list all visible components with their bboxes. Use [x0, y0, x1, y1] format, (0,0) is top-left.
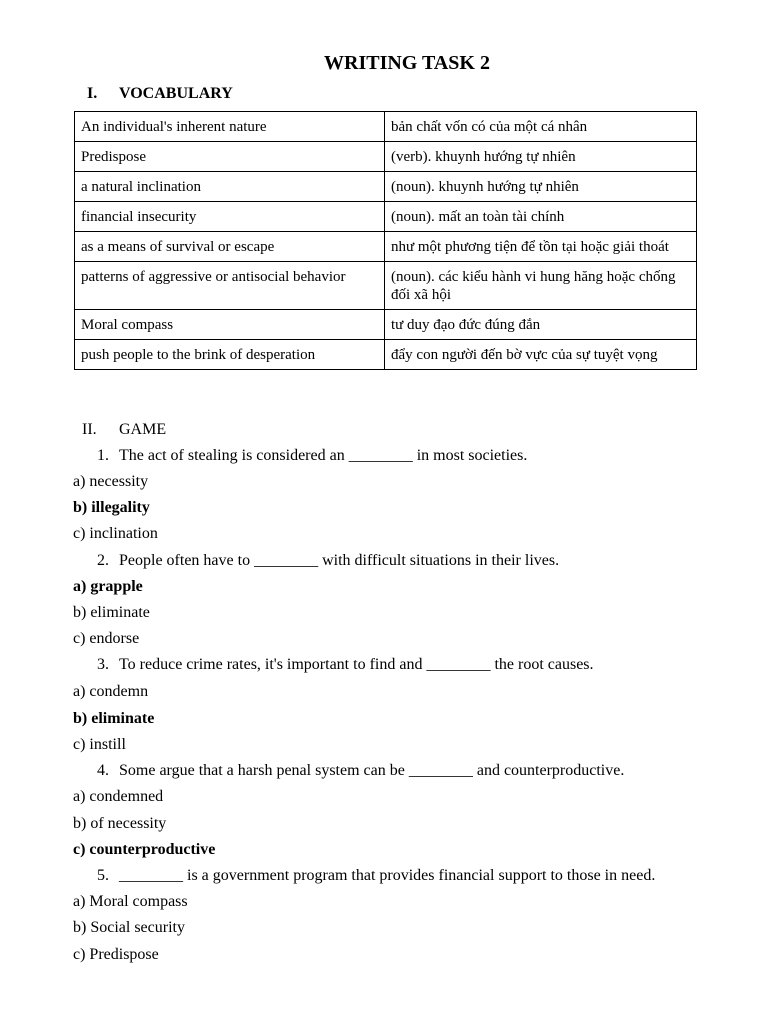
- option-3c: c) instill: [73, 736, 126, 753]
- table-row: [75, 310, 697, 340]
- table-row: [75, 112, 697, 142]
- option-4a: a) condemned: [73, 788, 164, 805]
- option-2c: c) endorse: [73, 630, 140, 647]
- document-title: WRITING TASK 2: [324, 52, 490, 74]
- term-cell: a natural inclination: [75, 172, 385, 202]
- question-text: To reduce crime rates, it's important to find and ________ the root causes.: [119, 656, 594, 673]
- question-number: 2.: [97, 552, 109, 569]
- option-3a: a) condemn: [73, 683, 149, 700]
- term-cell: Moral compass: [75, 310, 385, 340]
- table-row: [75, 202, 697, 232]
- option-1b: b) illegality: [73, 499, 150, 516]
- question-5: [97, 866, 655, 886]
- translation-cell: như một phương tiện để tồn tại hoặc giải thoát: [385, 232, 697, 262]
- term-cell: financial insecurity: [75, 202, 385, 232]
- question-text: People often have to ________ with difficult situations in their lives.: [119, 552, 560, 569]
- option-5a: a) Moral compass: [73, 893, 188, 910]
- question-number: 1.: [97, 447, 109, 464]
- question-1: [97, 446, 527, 466]
- translation-cell: (verb). khuynh hướng tự nhiên: [385, 142, 697, 172]
- section-number: I.: [87, 85, 98, 102]
- question-4: [97, 761, 624, 781]
- question-text: The act of stealing is considered an ________ in most societies.: [119, 447, 528, 464]
- table-row: [75, 262, 697, 310]
- vocabulary-table: [74, 111, 697, 370]
- translation-cell: (noun). các kiểu hành vi hung hăng hoặc chống đối xã hội: [385, 262, 697, 310]
- option-2b: b) eliminate: [73, 604, 150, 621]
- term-cell: patterns of aggressive or antisocial behavior: [75, 262, 385, 310]
- question-number: 5.: [97, 867, 109, 884]
- question-number: 4.: [97, 762, 109, 779]
- term-cell: Predispose: [75, 142, 385, 172]
- section-label: GAME: [119, 421, 167, 438]
- question-2: [97, 551, 559, 571]
- translation-cell: tư duy đạo đức đúng đắn: [385, 310, 697, 340]
- option-5c: c) Predispose: [73, 946, 159, 963]
- question-number: 3.: [97, 656, 109, 673]
- translation-cell: đẩy con người đến bờ vực của sự tuyệt vọng: [385, 340, 697, 370]
- question-text: ________ is a government program that provides financial support to those in need.: [119, 867, 656, 884]
- translation-cell: (noun). mất an toàn tài chính: [385, 202, 697, 232]
- option-5b: b) Social security: [73, 919, 185, 936]
- table-row: [75, 340, 697, 370]
- option-4b: b) of necessity: [73, 815, 167, 832]
- translation-cell: (noun). khuynh hướng tự nhiên: [385, 172, 697, 202]
- question-text: Some argue that a harsh penal system can be ________ and counterproductive.: [119, 762, 625, 779]
- term-cell: as a means of survival or escape: [75, 232, 385, 262]
- table-row: [75, 172, 697, 202]
- question-3: [97, 655, 594, 675]
- option-3b: b) eliminate: [73, 710, 155, 727]
- option-1c: c) inclination: [73, 525, 158, 542]
- table-row: [75, 232, 697, 262]
- term-cell: An individual's inherent nature: [75, 112, 385, 142]
- section-heading-game: [82, 420, 166, 440]
- section-heading-vocabulary: [87, 84, 233, 104]
- section-label: VOCABULARY: [119, 85, 233, 102]
- option-1a: a) necessity: [73, 473, 149, 490]
- translation-cell: bản chất vốn có của một cá nhân: [385, 112, 697, 142]
- option-4c: c) counterproductive: [73, 841, 216, 858]
- table-row: [75, 142, 697, 172]
- option-2a: a) grapple: [73, 578, 143, 595]
- section-number: II.: [82, 421, 97, 438]
- term-cell: push people to the brink of desperation: [75, 340, 385, 370]
